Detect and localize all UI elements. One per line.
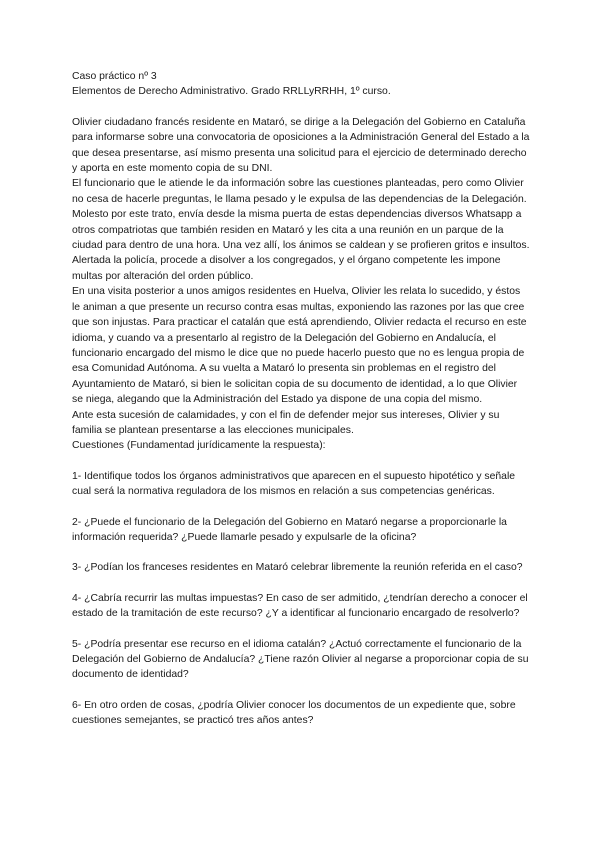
course-subtitle: Elementos de Derecho Administrativo. Grado RRLLyRRHH, 1º curso. [72, 86, 391, 98]
questions-list [72, 469, 530, 729]
document-content [72, 69, 530, 729]
question-item: 1- Identifique todos los órganos administrativos que aparecen en el supuesto hipotético y señale cual será la normativa reguladora de los mismos en relación a sus competencias genéricas. [72, 470, 516, 498]
case-paragraph: Ante esta sucesión de calamidades, y con el fin de defender mejor sus intereses, Olivier y su familia se plantean presentarse a las elecciones municipales. [72, 409, 500, 436]
questions-heading: Cuestiones (Fundamentad jurídicamente la respuesta): [72, 440, 326, 452]
question-item: 6- En otro orden de cosas, ¿podría Olivier conocer los documentos de un expediente que, sobre cuestiones semejantes, se practicó tres años antes? [72, 699, 516, 727]
question-item: 3- ¿Podían los franceses residentes en Mataró celebrar libremente la reunión referida en el caso? [72, 562, 523, 574]
case-paragraph: En una visita posterior a unos amigos residentes en Huelva, Olivier les relata lo sucedido, y éstos le animan a que presente un recurso contra esas multas, exponiendo las razones por las que cree que son injustas. Para practicar el catalán que está aprendiendo, Olivier redacta el recurso en este idioma, y cuando va a presentarlo al registro de la Delegación del Gobierno en Andalucía, el funcionario encargado del mismo le dice que no puede hacerlo puesto que no es lengua propia de esa Comunidad Autónoma. A su vuelta a Mataró lo presenta sin problemas en el registro del Ayuntamiento de Mataró, si bien le solicitan copia de su documento de identidad, a lo que Olivier se niega, alegando que la Administración del Estado ya dispone de una copia del mismo. [72, 286, 527, 406]
case-paragraph: El funcionario que le atiende le da información sobre las cuestiones planteadas, pero como Olivier no cesa de hacerle preguntas, le llama pesado y le expulsa de las dependencias de la Delegación. [72, 178, 527, 205]
case-paragraph: Molesto por este trato, envía desde la misma puerta de estas dependencias diversos Whatsapp a otros compatriotas que también residen en Mataró y les cita a una reunión en un parque de la ciudad para dentro de una hora. Una vez allí, los ánimos se caldean y se profieren gritos e insultos. Alertada la policía, procede a disolver a los congregados, y el órgano competente les impone multas por alteración del orden público. [72, 209, 530, 282]
question-item: 5- ¿Podría presentar ese recurso en el idioma catalán? ¿Actuó correctamente el funcionario de la Delegación del Gobierno de Andalucía? ¿Tiene razón Olivier al negarse a proporcionar copia de su documento de identidad? [72, 638, 529, 681]
case-paragraph: Olivier ciudadano francés residente en Mataró, se dirige a la Delegación del Gobierno en Cataluña para informarse sobre una convocatoria de oposiciones a la Administración General del Estado a la que desea presentarse, así mismo presenta una solicitud para el ejercicio de determinado derecho y aporta en este momento copia de su DNI. [72, 116, 530, 175]
question-item: 2- ¿Puede el funcionario de la Delegación del Gobierno en Mataró negarse a proporcionarle la información requerida? ¿Puede llamarle pesado y expulsarle de la oficina? [72, 516, 507, 543]
case-title: Caso práctico nº 3 [72, 71, 157, 82]
question-item: 4- ¿Cabría recurrir las multas impuestas? En caso de ser admitido, ¿tendrían derecho a conocer el estado de la tramitación de este recurso? ¿Y a identificar al funcionario encargado de resolverlo? [72, 592, 528, 620]
